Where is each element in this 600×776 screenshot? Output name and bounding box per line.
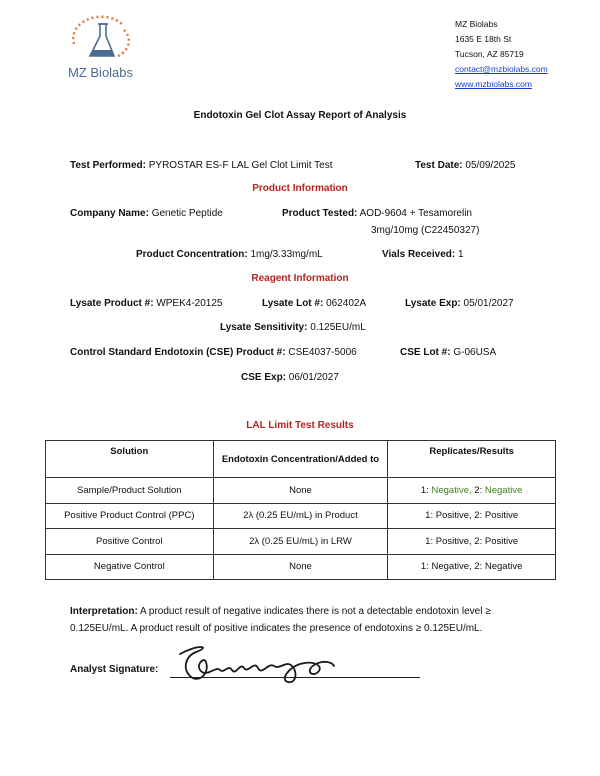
- product-concentration-value: 1mg/3.33mg/mL: [250, 249, 323, 260]
- test-date-value: 05/09/2025: [465, 160, 516, 171]
- rep-2-value: Positive: [484, 510, 519, 522]
- rep-2-label: 2:: [474, 561, 483, 573]
- product-tested-line1: AOD-9604 + Tesamorelin: [359, 208, 472, 219]
- report-title: Endotoxin Gel Clot Assay Report of Analysis: [193, 110, 407, 121]
- company-name-value: Genetic Peptide: [151, 208, 223, 219]
- cell-endotoxin: None: [213, 478, 388, 504]
- header-solution: Solution: [46, 441, 214, 478]
- rep-2-label: 2:: [474, 535, 483, 547]
- address-line-2: Tucson, AZ 85719: [455, 49, 524, 59]
- rep-1-value: Negative,: [431, 484, 472, 496]
- flask-logo-icon: [60, 14, 150, 64]
- interpretation-label: Interpretation:: [70, 606, 138, 617]
- cse-product-field: [70, 347, 357, 358]
- signature-scribble-icon: [168, 640, 338, 690]
- vials-received-value: 1: [457, 249, 464, 260]
- product-tested-field: [282, 208, 472, 219]
- cse-exp-field: [241, 372, 339, 383]
- rep-1-label: 1:: [425, 510, 434, 522]
- lysate-product-value: WPEK4-20125: [156, 298, 223, 309]
- address-line-1: 1635 E 18th St: [455, 34, 512, 44]
- company-name-field: [70, 208, 223, 219]
- header-endotoxin: Endotoxin Concentration/Added to: [213, 441, 388, 478]
- cse-product-value: CSE4037-5006: [288, 347, 357, 358]
- rep-1-value: Negative,: [431, 561, 472, 573]
- product-concentration-field: [136, 249, 323, 260]
- results-table: [45, 440, 556, 580]
- handwritten-signature: [168, 640, 338, 690]
- table-row: [46, 554, 556, 580]
- cell-result: [388, 478, 556, 504]
- rep-1-label: 1:: [425, 535, 434, 547]
- lysate-exp-label: Lysate Exp:: [405, 298, 461, 309]
- cell-solution: Positive Product Control (PPC): [46, 503, 214, 529]
- header-replicates: Replicates/Results: [388, 441, 556, 478]
- logo-wordmark: MZ Biolabs: [68, 65, 134, 80]
- cse-product-label: Control Standard Endotoxin (CSE) Product #:: [70, 347, 286, 358]
- interpretation-text: A product result of negative indicates there is not a detectable endotoxin level ≥ 0.125EU/mL. A product result of positive indicates the presence of endotoxins ≥ 0.125EU/mL.: [70, 606, 491, 634]
- cell-result: [388, 554, 556, 580]
- cell-solution: Positive Control: [46, 529, 214, 555]
- rep-2-label: 2:: [474, 510, 483, 522]
- lysate-product-field: [70, 298, 222, 309]
- interpretation: [70, 603, 540, 637]
- cell-result: [388, 529, 556, 555]
- rep-2-value: Positive: [484, 535, 519, 547]
- vials-received-label: Vials Received:: [382, 249, 456, 260]
- test-performed-label: Test Performed:: [70, 160, 146, 171]
- cse-lot-value: G-06USA: [453, 347, 497, 358]
- results-heading: LAL Limit Test Results: [246, 420, 354, 431]
- cell-endotoxin: 2λ (0.25 EU/mL) in Product: [213, 503, 388, 529]
- product-concentration-label: Product Concentration:: [136, 249, 248, 260]
- test-performed: [70, 160, 333, 171]
- test-performed-value: PYROSTAR ES-F LAL Gel Clot Limit Test: [148, 160, 333, 171]
- vials-received-field: [382, 249, 464, 260]
- lysate-lot-field: [262, 298, 366, 309]
- website-link[interactable]: www.mzbiolabs.com: [455, 79, 532, 89]
- reagent-info-heading: Reagent Information: [251, 273, 349, 284]
- cse-exp-label: CSE Exp:: [241, 372, 287, 383]
- table-row: [46, 529, 556, 555]
- lysate-exp-value: 05/01/2027: [463, 298, 514, 309]
- rep-1-value: Positive,: [435, 510, 472, 522]
- cell-solution: Negative Control: [46, 554, 214, 580]
- company-address: [455, 17, 548, 92]
- table-row: [46, 478, 556, 504]
- cell-endotoxin: 2λ (0.25 EU/mL) in LRW: [213, 529, 388, 555]
- cse-exp-value: 06/01/2027: [288, 372, 339, 383]
- signature-label: Analyst Signature:: [70, 664, 159, 675]
- lysate-lot-label: Lysate Lot #:: [262, 298, 324, 309]
- table-header-row: [46, 441, 556, 478]
- company-name: MZ Biolabs: [455, 19, 498, 29]
- lysate-exp-field: [405, 298, 514, 309]
- cell-endotoxin: None: [213, 554, 388, 580]
- test-date-label: Test Date:: [415, 160, 463, 171]
- email-link[interactable]: contact@mzbiolabs.com: [455, 64, 548, 74]
- product-tested-label: Product Tested:: [282, 208, 358, 219]
- rep-2-value: Negative: [484, 484, 523, 496]
- rep-1-label: 1:: [420, 561, 429, 573]
- cell-result: [388, 503, 556, 529]
- lysate-sensitivity-label: Lysate Sensitivity:: [220, 322, 308, 333]
- rep-2-value: Negative: [484, 561, 523, 573]
- cse-lot-label: CSE Lot #:: [400, 347, 451, 358]
- lysate-sensitivity-field: [220, 322, 366, 333]
- lysate-lot-value: 062402A: [326, 298, 367, 309]
- rep-1-value: Positive,: [435, 535, 472, 547]
- rep-1-label: 1:: [420, 484, 429, 496]
- cell-solution: Sample/Product Solution: [46, 478, 214, 504]
- table-row: [46, 503, 556, 529]
- lysate-product-label: Lysate Product #:: [70, 298, 154, 309]
- company-name-label: Company Name:: [70, 208, 149, 219]
- company-logo: [60, 14, 150, 64]
- lysate-sensitivity-value: 0.125EU/mL: [310, 322, 366, 333]
- test-date: [415, 160, 515, 171]
- product-tested-line2: 3mg/10mg (C22450327): [371, 225, 480, 236]
- product-info-heading: Product Information: [252, 183, 348, 194]
- cse-lot-field: [400, 347, 496, 358]
- rep-2-label: 2:: [474, 484, 483, 496]
